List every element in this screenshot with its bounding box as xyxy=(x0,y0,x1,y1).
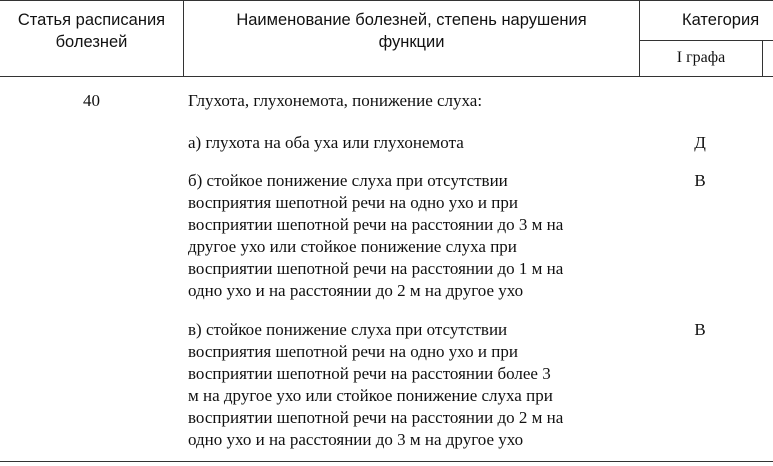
item-c-line: восприятии шепотной речи на расстоянии до 2 м на xyxy=(188,408,564,427)
item-b-line: б) стойкое понижение слуха при отсутствии xyxy=(188,171,508,190)
header-category-column: Категория xyxy=(682,11,760,29)
header-name-line-1: Наименование болезней, степень нарушения xyxy=(236,11,587,29)
item-b-line: восприятия шепотной речи на одно ухо и при xyxy=(188,193,518,212)
header-article-line-1: Статья расписания xyxy=(17,11,166,29)
header-graph-1: I графа xyxy=(676,49,726,66)
item-a-line: а) глухота на оба уха или глухонемота xyxy=(188,133,464,152)
header-bottom-border xyxy=(0,76,773,77)
item-b-line: восприятии шепотной речи на расстоянии до 1 м на xyxy=(188,259,564,278)
header-name-line-2: функции xyxy=(378,33,445,51)
item-b-line: одно ухо и на расстоянии до 2 м на другое ухо xyxy=(188,281,524,300)
item-c-line: восприятия шепотной речи на одно ухо и при xyxy=(188,342,518,361)
item-a-category: Д xyxy=(694,133,706,152)
item-c-text xyxy=(188,319,648,451)
header-article-column xyxy=(0,9,183,53)
article-title: Глухота, глухонемота, понижение слуха: xyxy=(188,91,483,110)
item-c-line: в) стойкое понижение слуха при отсутствии xyxy=(188,320,508,339)
header-article-line-2: болезней xyxy=(55,33,128,51)
item-c-line: восприятии шепотной речи на расстоянии более 3 xyxy=(188,364,551,383)
item-c-line: одно ухо и на расстоянии до 3 м на другое ухо xyxy=(188,430,524,449)
item-b-category: В xyxy=(694,171,706,190)
table-bottom-border xyxy=(0,461,773,462)
item-a-text xyxy=(188,132,648,154)
category-subheader-border xyxy=(639,40,773,41)
item-c-category: В xyxy=(694,320,706,339)
item-b-line: восприятии шепотной речи на расстоянии до 3 м на xyxy=(188,215,564,234)
item-b-line: другое ухо или стойкое понижение слуха при xyxy=(188,237,517,256)
item-c-line: м на другое ухо или стойкое понижение слуха при xyxy=(188,386,553,405)
item-b-text xyxy=(188,170,648,302)
header-top-border xyxy=(0,0,773,1)
header-divider-3 xyxy=(762,40,763,77)
article-number: 40 xyxy=(83,91,100,110)
header-name-column xyxy=(184,9,639,53)
